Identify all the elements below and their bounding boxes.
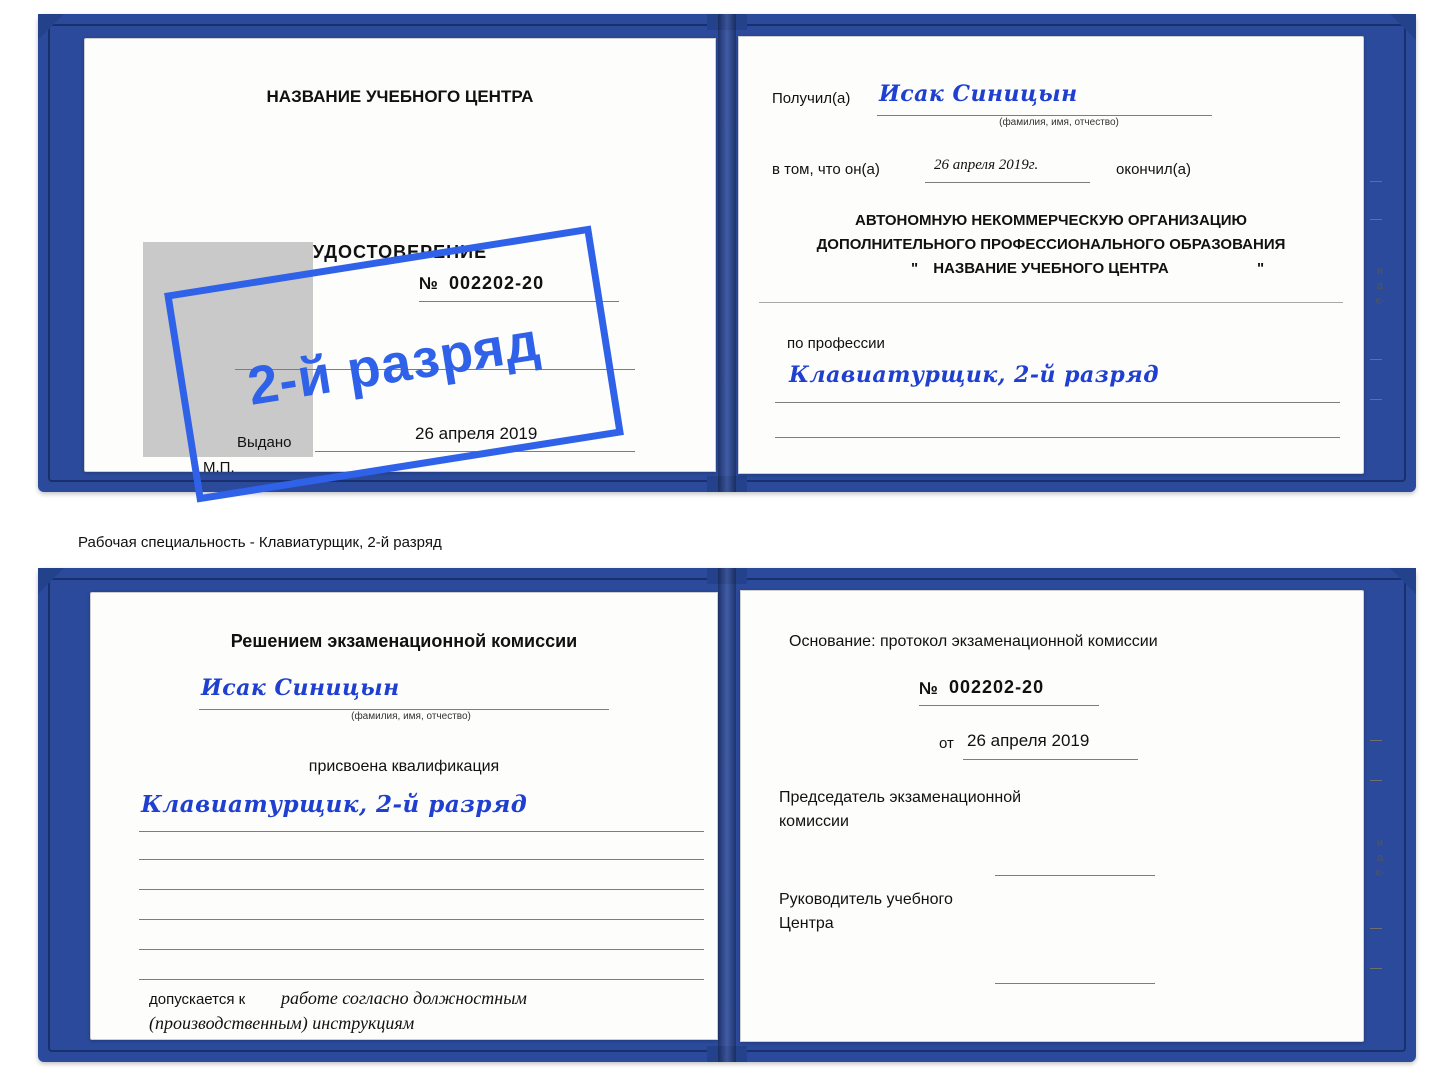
from-label: от xyxy=(939,735,954,752)
number-underline-bottom xyxy=(919,705,1099,706)
edge-dash-top-4 xyxy=(1370,399,1382,400)
fio-hint-bottom: (фамилия, имя, отчество) xyxy=(351,711,471,722)
head-label-line2: Центра xyxy=(779,915,834,932)
bottom-left-line-2 xyxy=(139,859,704,860)
received-underline xyxy=(877,115,1212,116)
page-bottom-left xyxy=(90,592,718,1040)
edge-dash-top-3 xyxy=(1370,359,1382,360)
spine-tab-bottom xyxy=(707,476,747,492)
org-line-1: АВТОНОМНУЮ НЕКОММЕРЧЕСКУЮ ОРГАНИЗАЦИЮ xyxy=(855,212,1247,229)
received-value: Исак Синицын xyxy=(879,81,1078,107)
fio-value-bottom: Исак Синицын xyxy=(201,675,400,701)
org-quote-close: " xyxy=(1257,260,1265,277)
number-value-top: 002202-20 xyxy=(449,273,545,293)
admitted-value-line1: работе согласно должностным xyxy=(281,988,527,1008)
bottom-left-line-4 xyxy=(139,919,704,920)
profession-label-top: по профессии xyxy=(787,335,885,352)
certificate-book-bottom xyxy=(38,568,1416,1062)
edge-sliver-bottom-line-2: к- xyxy=(1375,867,1385,879)
spine-tab-bottom-bottom xyxy=(707,1046,747,1062)
edge-dash-top-1 xyxy=(1370,181,1382,182)
edge-sliver-bottom-line-0: и xyxy=(1376,837,1384,849)
from-underline xyxy=(963,759,1138,760)
chairman-label-line2: комиссии xyxy=(779,813,849,830)
from-value: 26 апреля 2019 xyxy=(967,731,1090,750)
fio-underline-bottom xyxy=(199,709,609,710)
profession-underline-top-2 xyxy=(775,437,1340,438)
edge-dash-bottom-3 xyxy=(1370,928,1382,929)
org-line-2: ДОПОЛНИТЕЛЬНОГО ПРОФЕССИОНАЛЬНОГО ОБРАЗОВАНИЯ xyxy=(816,236,1286,253)
watermark-stamp: 2-й разряд xyxy=(164,226,624,503)
org-quote-open: " xyxy=(911,260,919,277)
head-signature-line xyxy=(995,983,1155,984)
bottom-left-line-5 xyxy=(139,949,704,950)
edge-dash-bottom-1 xyxy=(1370,740,1382,741)
number-symbol-bottom: № xyxy=(919,679,938,698)
head-label-line1: Руководитель учебного xyxy=(779,891,953,908)
issued-value: 26 апреля 2019 xyxy=(415,424,538,443)
edge-dash-top-2 xyxy=(1370,219,1382,220)
page-top-right xyxy=(738,36,1364,474)
chairman-signature-line xyxy=(995,875,1155,876)
stamp-place-label: М.П. xyxy=(203,459,235,476)
edge-sliver-line-1: а xyxy=(1376,280,1384,292)
edge-sliver-line-2: к- xyxy=(1375,295,1385,307)
spine-tab-top xyxy=(707,14,747,30)
received-label: Получил(а) xyxy=(772,90,851,107)
that-he-underline xyxy=(925,182,1090,183)
org-underline xyxy=(759,302,1343,303)
profession-underline-top-1 xyxy=(775,402,1340,403)
page-bottom-right xyxy=(740,590,1364,1042)
bottom-left-line-3 xyxy=(139,889,704,890)
profession-value-top: Клавиатурщик, 2-й разряд xyxy=(789,362,1160,388)
document-title: УДОСТОВЕРЕНИЕ xyxy=(312,242,488,262)
fio-hint-top: (фамилия, имя, отчество) xyxy=(999,117,1119,128)
that-he-label: в том, что он(а) xyxy=(772,161,880,178)
bottom-left-line-1 xyxy=(139,831,704,832)
finished-label: окончил(а) xyxy=(1116,161,1191,178)
edge-dash-bottom-2 xyxy=(1370,780,1382,781)
issued-label: Выдано xyxy=(237,434,292,451)
that-he-date: 26 апреля 2019г. xyxy=(934,157,1039,173)
spine-tab-bottom-top xyxy=(707,568,747,584)
document-caption: Рабочая специальность - Клавиатурщик, 2-й разряд xyxy=(78,534,442,551)
admitted-label: допускается к xyxy=(149,991,246,1008)
edge-dash-bottom-4 xyxy=(1370,968,1382,969)
basis-label: Основание: протокол экзаменационной комиссии xyxy=(789,633,1158,650)
bottom-left-line-6 xyxy=(139,979,704,980)
center-title-top-left: НАЗВАНИЕ УЧЕБНОГО ЦЕНТРА xyxy=(266,87,534,106)
edge-sliver-bottom-line-1: а xyxy=(1376,852,1384,864)
org-name: НАЗВАНИЕ УЧЕБНОГО ЦЕНТРА xyxy=(933,260,1169,277)
edge-sliver-bottom xyxy=(1368,836,1392,881)
edge-sliver-line-0: и xyxy=(1376,265,1384,277)
number-symbol-top: № xyxy=(419,274,438,293)
edge-sliver-top xyxy=(1368,264,1392,309)
admitted-value-line2: (производственным) инструкциям xyxy=(149,1013,415,1033)
commission-decision-title: Решением экзаменационной комиссии xyxy=(230,631,578,651)
qualification-value: Клавиатурщик, 2-й разряд xyxy=(141,791,528,818)
qualification-label: присвоена квалификация xyxy=(308,758,500,775)
number-value-bottom: 002202-20 xyxy=(949,677,1045,697)
chairman-label-line1: Председатель экзаменационной xyxy=(779,789,1022,806)
